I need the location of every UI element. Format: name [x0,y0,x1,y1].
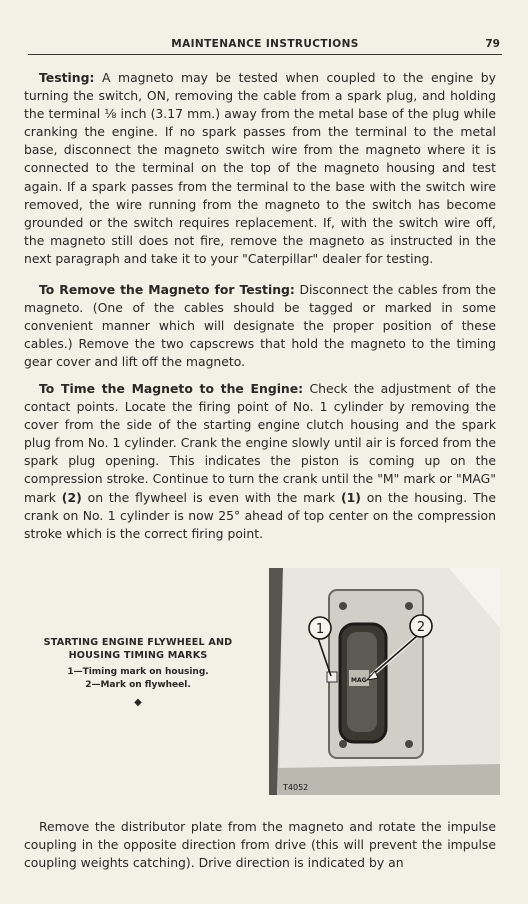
paragraph-time-body-2: on the flywheel is even with the mark [81,489,341,505]
flywheel-timing-illustration [269,568,500,795]
paragraph-time-body-3: on the housing. The crank on No. 1 cylinder is now 25° ahead of top center on the compression stroke which is the correct firing point. [24,489,496,541]
paragraph-remove-body: Disconnect the cables from the magneto. (One of the cables should be tagged or marked in some convenient manner which will designate the proper position of these cables.) Remove the two capscrews that hold the magneto to the timing gear cover and lift off the magneto. [24,282,496,370]
ref-flywheel-mark: (2) [61,489,82,505]
page-header [28,38,502,55]
paragraph-testing [24,69,496,268]
figure-code: T4052 [283,783,309,792]
paragraph-remove-heading: To Remove the Magneto for Testing: [39,282,295,297]
figure-legend-item-1: 1—Timing mark on housing. [67,667,209,677]
ref-housing-mark: (1) [340,489,361,505]
diamond-ornament: ◆ [134,697,142,708]
page-number: 79 [485,38,500,50]
paragraph-distributor-body: Remove the distributor plate from the magneto and rotate the impulse coupling in the opposite direction from drive (this will prevent the impulse coupling weights catching). Drive direction is indicated by an [24,819,496,871]
callout-2-label: 2 [416,620,426,635]
paragraph-time-heading: To Time the Magneto to the Engine: [39,381,304,396]
mag-mark-label: MAG [351,677,367,684]
flywheel-timing-photo [269,568,500,795]
callout-1-label: 1 [315,622,325,637]
paragraph-testing-body: A magneto may be tested when coupled to the engine by turning the switch, ON, removing the cable from a spark plug, and holding the terminal ⅛ inch (3.17 mm.) away from the metal base of the plug while cranking the engine. If no spark passes from the terminal to the metal base, disconnect the magneto switch wire from the magneto where it is connected to the terminal on the top of the magneto housing and test again. If a spark passes from the terminal to the base with the switch wire removed, the wire running from the magneto to the switch has become grounded or the switch requires replacement. If, with the switch wire off, the magneto still does not fire, remove the magneto as instructed in the next paragraph and take it to your "Caterpillar" dealer for testing. [24,70,496,266]
figure-caption-title: STARTING ENGINE FLYWHEEL AND HOUSING TIMING MARKS [43,637,233,661]
paragraph-remove-magneto [24,281,496,371]
figure-legend-item-2: 2—Mark on flywheel. [85,680,191,690]
paragraph-testing-heading: Testing: [39,70,95,85]
paragraph-distributor [24,818,496,872]
paragraph-time-magneto [24,380,496,543]
figure-caption [28,636,248,709]
page-header-title: MAINTENANCE INSTRUCTIONS [171,38,359,50]
paragraph-time-body-1: Check the adjustment of the contact points. Locate the firing point of No. 1 cylinder by removing the cover from the side of the starting engine clutch housing and the spark plug from No. 1 cylinder. Crank the engine slowly until air is forced from the spark plug opening. This indicates the piston is coming up on the compression stroke. Continue to turn the crank until the "M" mark or "MAG" mark [24,381,496,505]
